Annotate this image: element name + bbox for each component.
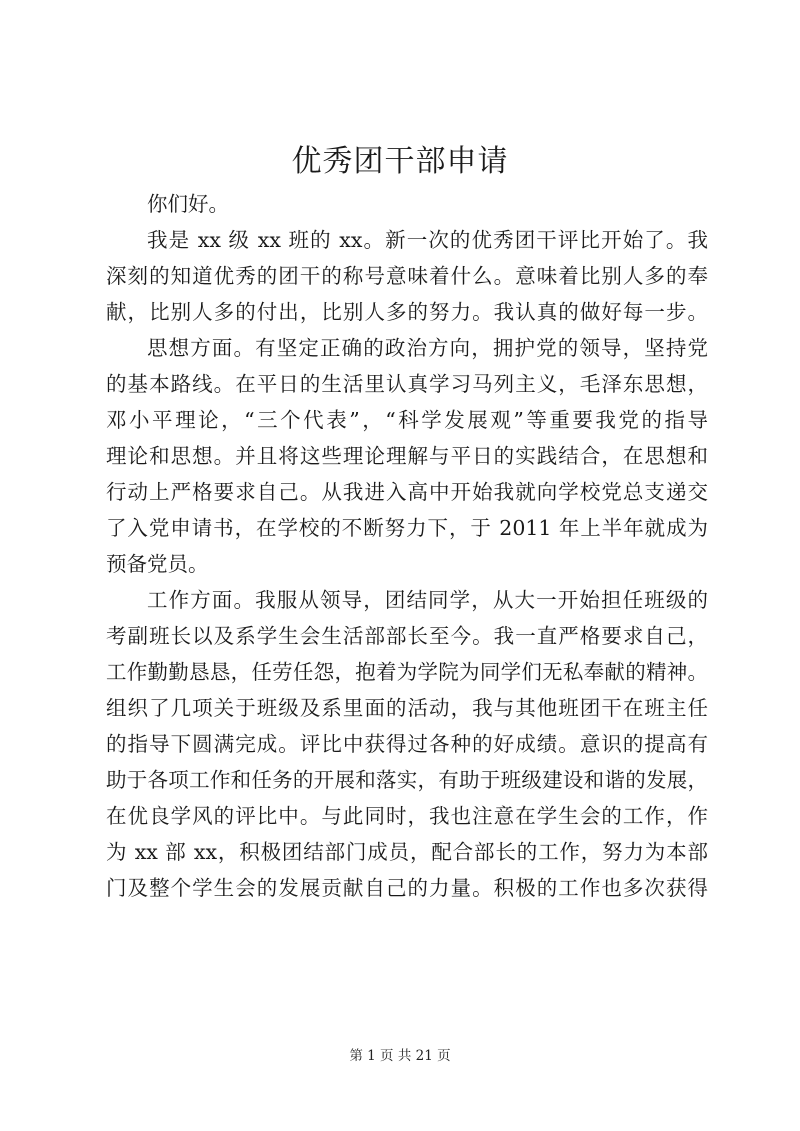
body-line: 在优良学风的评比中。与此同时，我也注意在学生会的工作，作 [106,804,708,828]
page-number-footer: 第 1 页 共 21 页 [349,1048,451,1064]
body-line: 的指导下圆满完成。评比中获得过各种的好成绩。意识的提高有 [106,732,708,756]
document-body [106,186,708,906]
body-line: 邓小平理论，“三个代表”，“科学发展观”等重要我党的指导 [106,408,708,432]
body-line: 思想方面。有坚定正确的政治方向，拥护党的领导，坚持党 [147,336,708,360]
body-line: 的基本路线。在平日的生活里认真学习马列主义，毛泽东思想， [106,372,708,396]
body-line: 我是 xx 级 xx 班的 xx。新一次的优秀团干评比开始了。我 [147,228,708,252]
body-line: 考副班长以及系学生会生活部部长至今。我一直严格要求自己， [106,624,708,648]
document-title: 优秀团干部申请 [291,144,509,179]
body-line: 预备党员。 [106,552,209,576]
body-line: 工作方面。我服从领导，团结同学，从大一开始担任班级的 [147,588,708,612]
body-line: 助于各项工作和任务的开展和落实，有助于班级建设和谐的发展， [106,768,708,792]
body-line: 组织了几项关于班级及系里面的活动，我与其他班团干在班主任 [106,696,708,720]
body-line: 行动上严格要求自己。从我进入高中开始我就向学校党总支递交 [106,480,708,504]
body-line: 为 xx 部 xx，积极团结部门成员，配合部长的工作，努力为本部 [106,840,708,864]
body-line: 工作勤勤恳恳，任劳任怨，抱着为学院为同学们无私奉献的精神。 [106,660,708,684]
body-line: 理论和思想。并且将这些理论理解与平日的实践结合，在思想和 [106,444,708,468]
body-line: 深刻的知道优秀的团干的称号意味着什么。意味着比别人多的奉 [106,264,708,288]
body-line: 门及整个学生会的发展贡献自己的力量。积极的工作也多次获得 [106,876,708,900]
body-line-greeting: 你们好。 [147,192,229,216]
body-line: 了入党申请书，在学校的不断努力下，于 2011 年上半年就成为 [106,516,708,540]
body-line: 献，比别人多的付出，比别人多的努力。我认真的做好每一步。 [106,300,708,324]
